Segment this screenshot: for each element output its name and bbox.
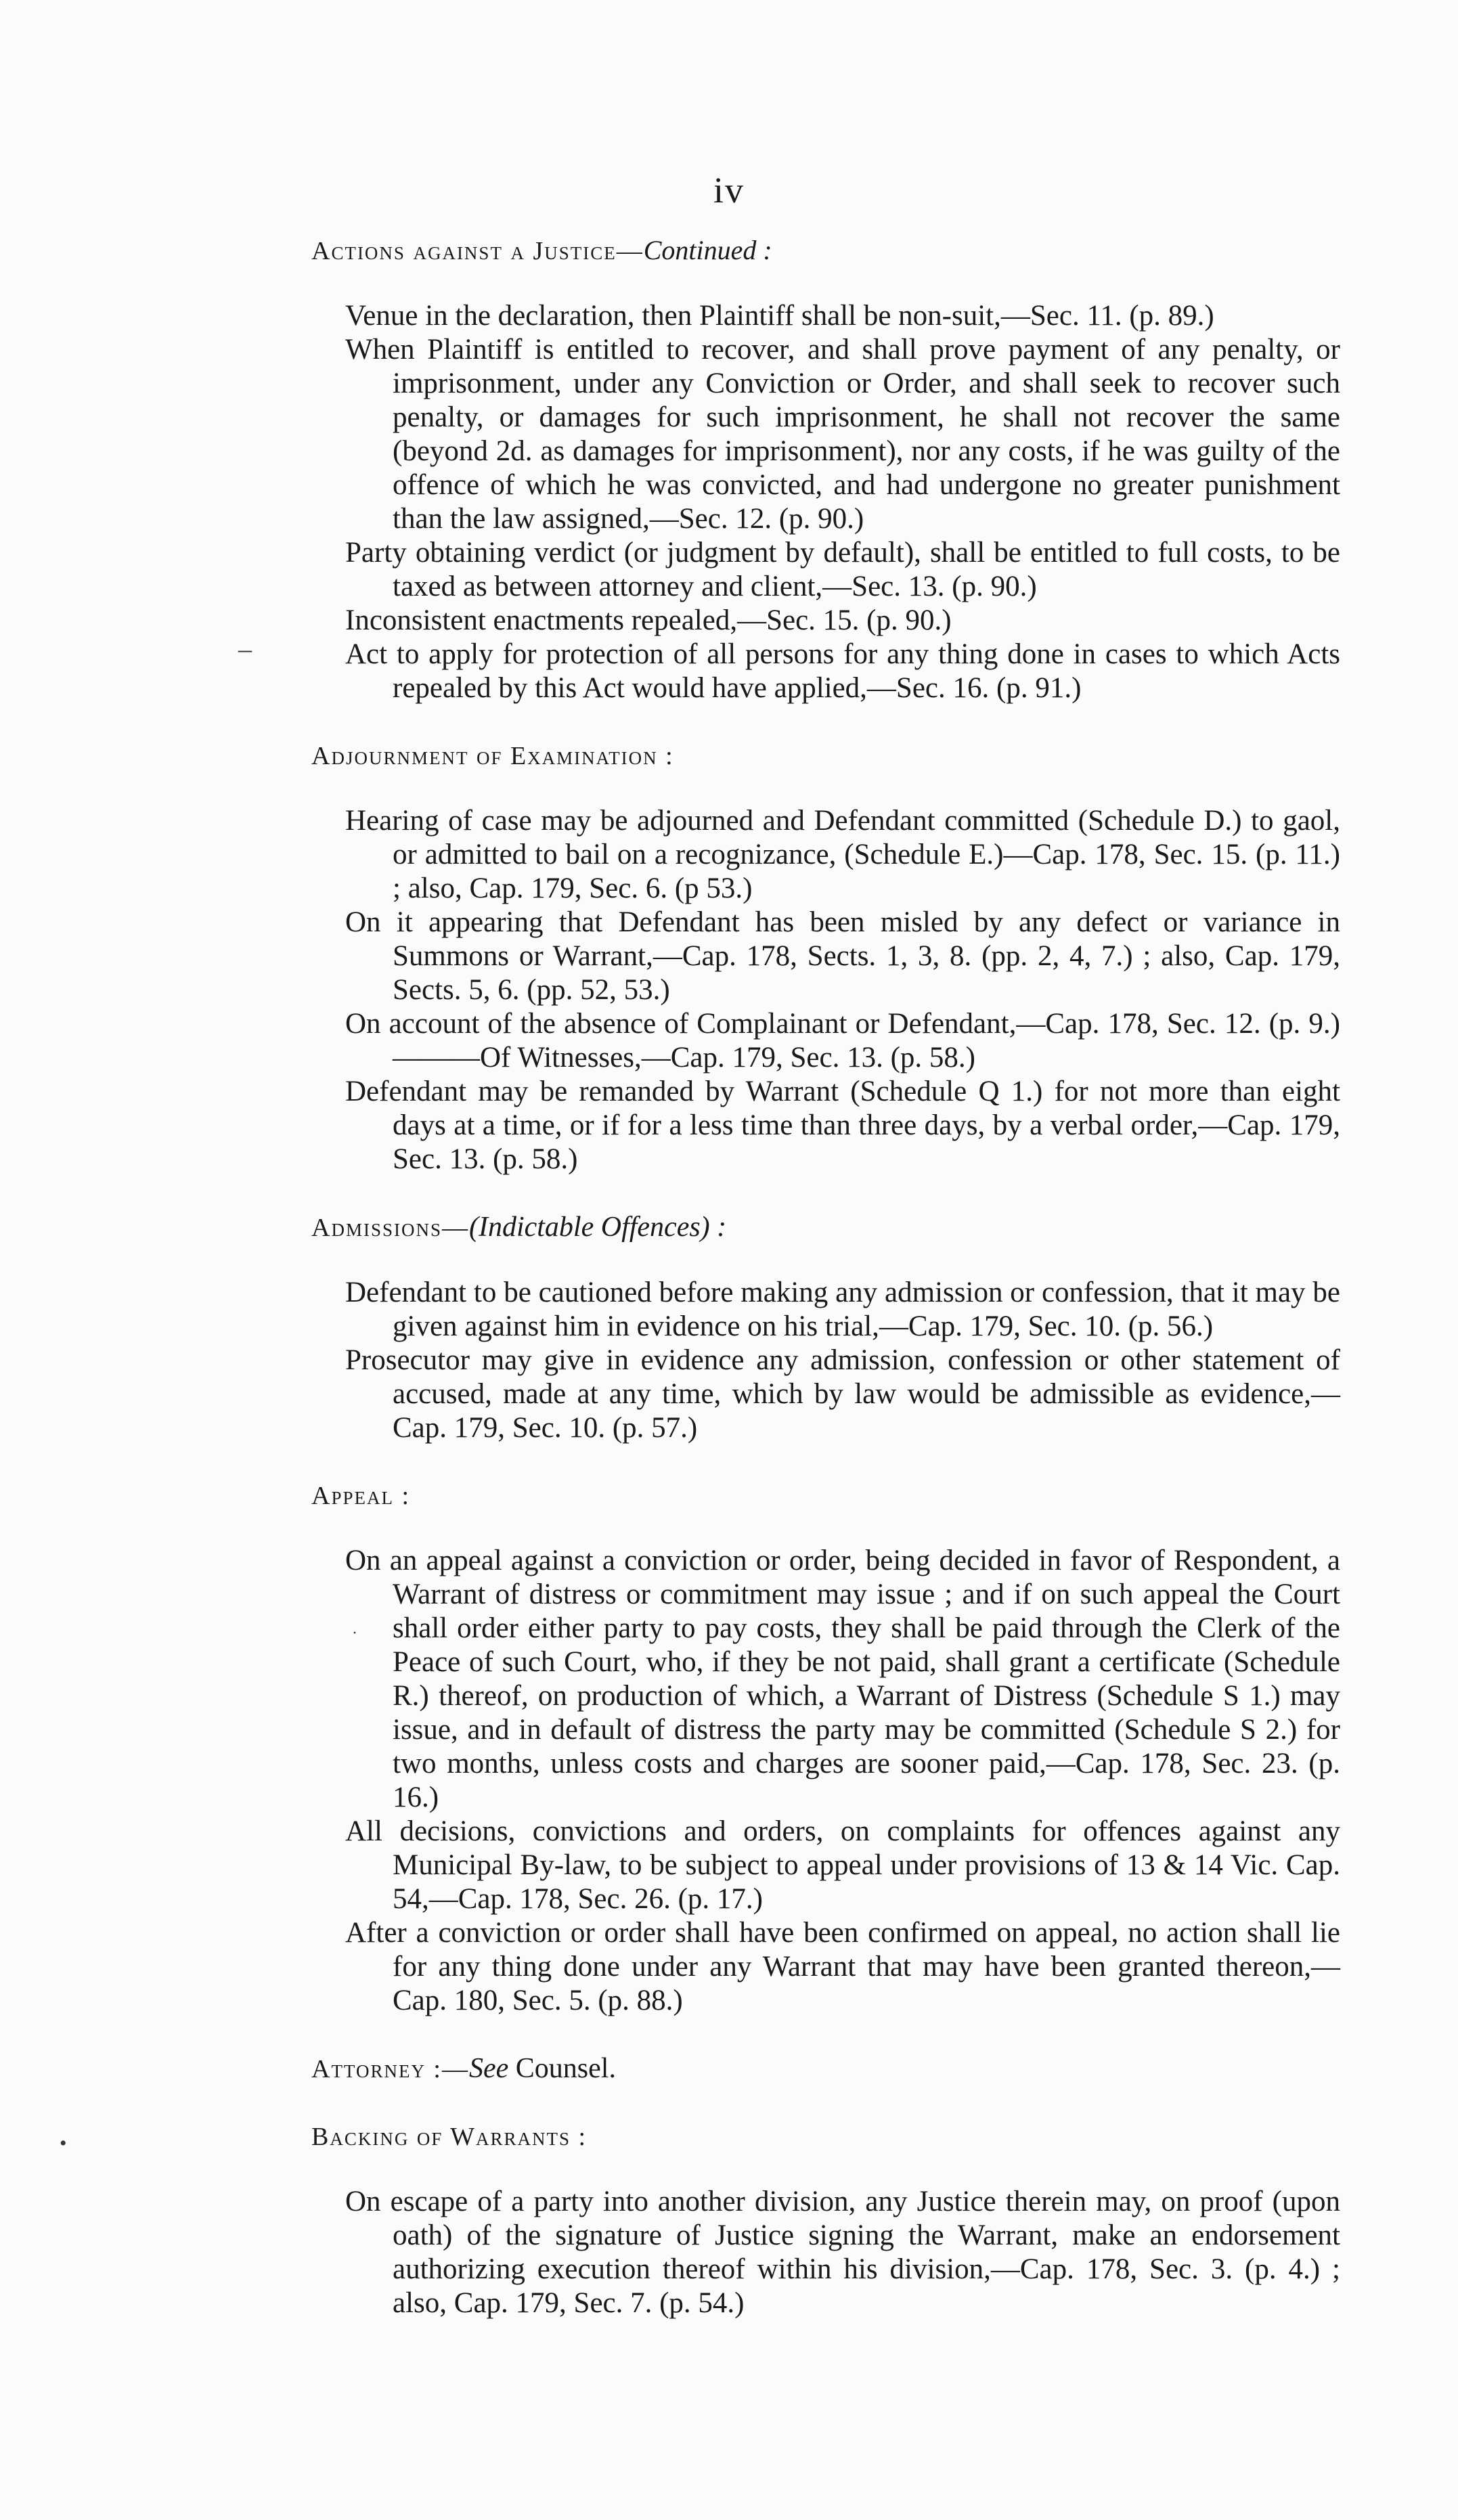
heading-sub: Continued : — [643, 235, 772, 265]
section-heading — [311, 2052, 1340, 2086]
section-heading — [311, 234, 1340, 268]
section-appeal — [311, 1479, 1340, 2018]
index-entry: Party obtaining verdict (or judgment by default), shall be entitled to full costs, to be taxed as between attorney and client,—Sec. 13. (p. 90.) — [345, 537, 1340, 602]
section-backing-of-warrants — [311, 2120, 1340, 2320]
index-entry: Venue in the declaration, then Plaintiff shall be non-suit,—Sec. 11. (p. 89.) — [345, 300, 1214, 332]
index-entry: On account of the absence of Complainant or Defendant,—Cap. 178, Sec. 12. (p. 9.)———Of Witnesses,—Cap. 179, Sec. 13. (p. 58.) — [345, 1008, 1340, 1074]
index-entry: All decisions, convictions and orders, on complaints for offences against any Municipal By-law, to be subject to appeal under provisions of 13 & 14 Vic. Cap. 54,—Cap. 178, Sec. 26. (p. 17.) — [345, 1815, 1340, 1915]
index-entry: When Plaintiff is entitled to recover, and shall prove payment of any penalty, or imprisonment, under any Conviction or Order, and shall seek to recover such penalty, or damages for such imprisonment, he shall not recover the same (beyond 2d. as damages for imprisonment), nor any costs, if he was guilty of the offence of which he was convicted, and had undergone no greater punishment than the law assigned,—Sec. 12. (p. 90.) — [345, 334, 1340, 535]
heading-main: Appeal : — [311, 1482, 411, 1510]
index-entry: Prosecutor may give in evidence any admission, confession or other statement of accused, made at any time, which by law would be admissible as evidence,—Cap. 179, Sec. 10. (p. 57.) — [345, 1344, 1340, 1444]
index-entry: On it appearing that Defendant has been misled by any defect or variance in Summons or Warrant,—Cap. 178, Sects. 1, 3, 8. (pp. 2, 4, 7.) ; also, Cap. 179, Sects. 5, 6. (pp. 52, 53.) — [345, 906, 1340, 1006]
section-heading — [311, 1479, 1340, 1513]
heading-tail: Counsel. — [508, 2053, 616, 2084]
section-actions-against-justice — [311, 234, 1340, 705]
index-entry: Defendant to be cautioned before making any admission or confession, that it may be given against him in evidence on his trial,—Cap. 179, Sec. 10. (p. 56.) — [345, 1277, 1340, 1342]
heading-main: Admissions— — [311, 1214, 469, 1242]
heading-main: Attorney :— — [311, 2055, 469, 2083]
section-adjournment — [311, 739, 1340, 1176]
index-entry: On an appeal against a conviction or order, being decided in favor of Respondent, a Warrant of distress or commitment may issue ; and if on such appeal the Court shall order either party to pay costs, they shall be paid through the Clerk of the Peace of such Court, who, if they be not paid, shall grant a certificate (Schedule R.) thereof, on production of which, a Warrant of Distress (Schedule S 1.) may issue, and in default of distress the party may be committed (Schedule S 2.) for two months, unless costs and charges are sooner paid,—Cap. 178, Sec. 23. (p. 16.) — [345, 1545, 1340, 1813]
section-attorney — [311, 2052, 1340, 2086]
index-entry: Act to apply for protection of all persons for any thing done in cases to which Acts repealed by this Act would have applied,—Sec. 16. (p. 91.) — [345, 638, 1340, 704]
margin-dash-mark: – — [238, 634, 252, 664]
heading-main: Backing of Warrants : — [311, 2123, 588, 2151]
margin-dot-mark: • — [60, 2132, 67, 2154]
index-entry: On escape of a party into another division, any Justice therein may, on proof (upon oath) of the signature of Justice signing the Warrant, make an endorsement authorizing execution thereof within his division,—Cap. 178, Sec. 3. (p. 4.) ; also, Cap. 179, Sec. 7. (p. 54.) — [345, 2186, 1340, 2319]
margin-dot-mark: · — [352, 1624, 357, 1642]
section-heading — [311, 1210, 1340, 1245]
index-content — [311, 234, 1340, 2354]
index-entry: Hearing of case may be adjourned and Defendant committed (Schedule D.) to gaol, or admitted to bail on a recognizance, (Schedule E.)—Cap. 178, Sec. 15. (p. 11.) ; also, Cap. 179, Sec. 6. (p 53.) — [345, 805, 1340, 904]
section-admissions — [311, 1210, 1340, 1445]
page-number: iv — [713, 170, 745, 211]
index-entry: After a conviction or order shall have been confirmed on appeal, no action shall lie for any thing done under any Warrant that may have been granted thereon,—Cap. 180, Sec. 5. (p. 88.) — [345, 1917, 1340, 2016]
heading-sub: (Indictable Offences) : — [468, 1212, 727, 1243]
heading-main: Adjournment of Examination : — [311, 742, 674, 770]
section-heading — [311, 739, 1340, 773]
index-entry: Inconsistent enactments repealed,—Sec. 15. (p. 90.) — [345, 604, 952, 636]
heading-main: Actions against a Justice— — [311, 237, 644, 265]
section-heading — [311, 2120, 1340, 2154]
heading-sub: See — [469, 2053, 509, 2084]
index-entry: Defendant may be remanded by Warrant (Schedule Q 1.) for not more than eight days at a time, or if for a less time than three days, by a verbal order,—Cap. 179, Sec. 13. (p. 58.) — [345, 1076, 1340, 1175]
